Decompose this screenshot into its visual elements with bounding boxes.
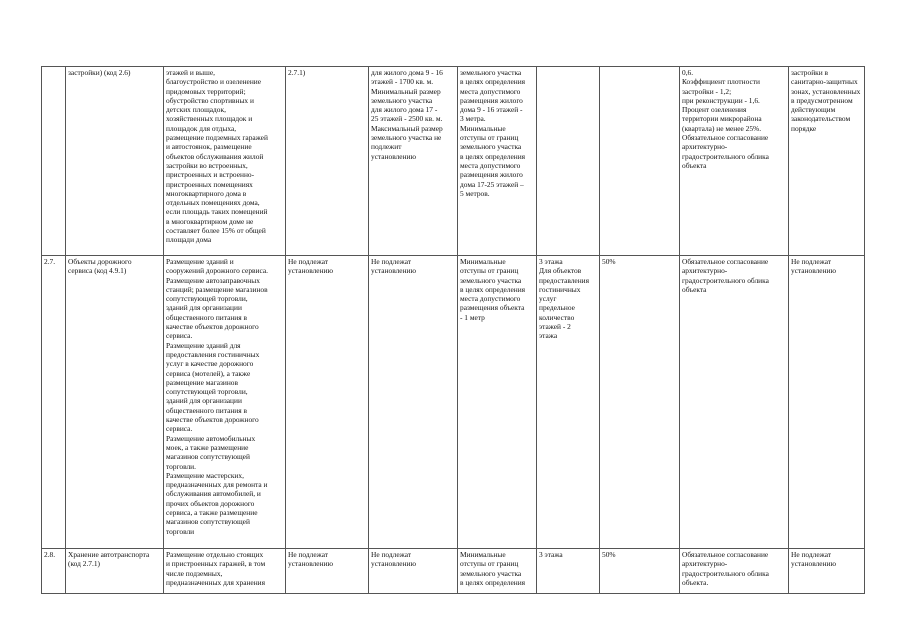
min-plot-size-cell: Не подлежат установлению <box>286 256 369 549</box>
use-description-cell: Размещение отдельно стоящих и пристроенных гаражей, в том числе подземных, предназначенных для хранения <box>164 549 286 594</box>
restrictions-cell: Не подлежат установлению <box>789 256 865 549</box>
restrictions-cell: Не подлежат установлению <box>789 549 865 594</box>
max-plot-size-cell: Не подлежат установлению <box>369 256 458 549</box>
floors-cell: 3 этажа Для объектов предоставления гостиничных услуг предельное количество этажей - 2 этажа <box>537 256 600 549</box>
row-number-cell <box>42 67 66 256</box>
max-plot-size-cell: для жилого дома 9 - 16 этажей - 1700 кв. м. Минимальный размер земельного участка для жилого дома 17 - 25 этажей - 2500 кв. м. Максимальный размер земельного участка не подлежит установлению <box>369 67 458 256</box>
floors-cell: 3 этажа <box>537 549 600 594</box>
row-number-cell: 2.8. <box>42 549 66 594</box>
table-row <box>42 549 865 594</box>
restrictions-cell: застройки в санитарно-защитных зонах, установленных в предусмотренном действующим законодательством порядке <box>789 67 865 256</box>
coverage-cell: 50% <box>600 549 680 594</box>
setbacks-cell: Минимальные отступы от границ земельного участка в целях определения <box>458 549 537 594</box>
other-parameters-cell: Обязательное согласование архитектурно- градостроительного облика объекта. <box>680 549 789 594</box>
other-parameters-cell: 0,6. Коэффициент плотности застройки - 1,2; при реконструкции - 1,6. Процент озеленения территории микрорайона (квартала) не менее 25%. Обязательное согласование архитектурно- градостроительного облика объекта <box>680 67 789 256</box>
setbacks-cell: Минимальные отступы от границ земельного участка в целях определения места допустимого размещения объекта - 1 метр <box>458 256 537 549</box>
coverage-cell: 50% <box>600 256 680 549</box>
use-description-cell: Размещение зданий и сооружений дорожного сервиса. Размещение автозаправочных станций; размещение магазинов сопутствующей торговли, зданий для организации общественного питания в качестве объектов дорожного сервиса. Размещение зданий для предоставления гостиничных услуг в качестве дорожного сервиса (мотелей), а также размещение магазинов сопутствующей торговли, зданий для организации общественного питания в качестве объектов дорожного сервиса. Размещение автомобильных моек, а также размещение магазинов сопутствующей торговли. Размещение мастерских, предназначенных для ремонта и обслуживания автомобилей, и прочих объектов дорожного сервиса, а также размещение магазинов сопутствующей торговли <box>164 256 286 549</box>
zoning-regulations-table <box>41 66 865 594</box>
table-row <box>42 256 865 549</box>
setbacks-cell: земельного участка в целях определения места допустимого размещения жилого дома 9 - 16 этажей - 3 метра. Минимальные отступы от границ земельного участка в целях определения места допустимого размещения жилого дома 17-25 этажей – 5 метров. <box>458 67 537 256</box>
other-parameters-cell: Обязательное согласование архитектурно- градостроительного облика объекта <box>680 256 789 549</box>
floors-cell <box>537 67 600 256</box>
table-row <box>42 67 865 256</box>
use-description-cell: этажей и выше, благоустройство и озеленение придомовых территорий; обустройство спортивных и детских площадок, хозяйственных площадок и площадок для отдыха, размещение подземных гаражей и автостоянок, размещение объектов обслуживания жилой застройки во встроенных, пристроенных и встроенно- пристроенных помещениях многоквартирного дома в отдельных помещениях дома, если площадь таких помещений в многоквартирном доме не составляет более 15% от общей площади дома <box>164 67 286 256</box>
min-plot-size-cell: Не подлежат установлению <box>286 549 369 594</box>
permitted-use-cell: застройки) (код 2.6) <box>66 67 164 256</box>
row-number-cell: 2.7. <box>42 256 66 549</box>
permitted-use-cell: Хранение автотранспорта (код 2.7.1) <box>66 549 164 594</box>
min-plot-size-cell: 2.7.1) <box>286 67 369 256</box>
permitted-use-cell: Объекты дорожного сервиса (код 4.9.1) <box>66 256 164 549</box>
max-plot-size-cell: Не подлежат установлению <box>369 549 458 594</box>
coverage-cell <box>600 67 680 256</box>
